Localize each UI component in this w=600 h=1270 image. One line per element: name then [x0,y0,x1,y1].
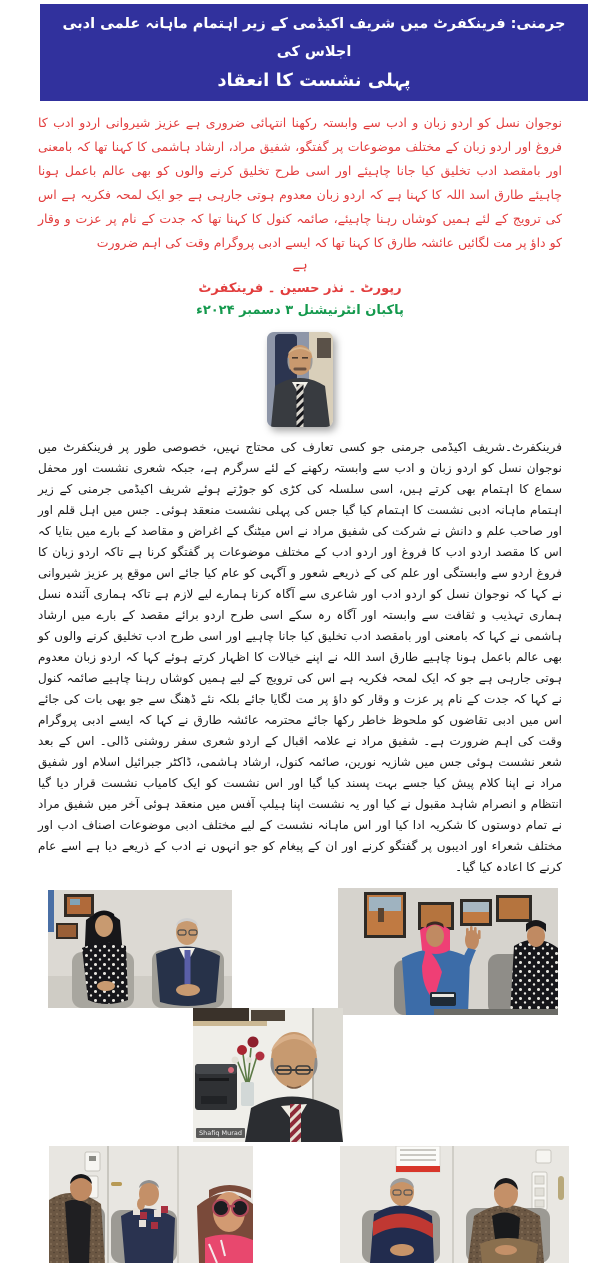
portrait-photo [267,332,333,427]
lead-paragraph: نوجوان نسل کو اردو زبان و ادب سے وابستہ رکھنا انتہائی ضروری ہے عزیز شیروانی اردو ادب کا فروغ اور اردو زبان کے مختلف موضوعات پر گفتگو، شفیق مراد، ارشاد ہاشمی کا کہنا تھا کہ بامعنی اور بامقصد ادب تخلیق کیا جانا چاہیئے اور اسی طرح تخلیق کرنے والوں کو بھی عالم باعمل ہونا چاہیئے طارق اسد اللہ کا کہنا ہے کہ اردو زبان معدوم ہوتی جارہی ہے جو ایک لمحہ فکریہ ہے اس کی ترویج کے لئے ہمیں کوشاں رہنا چاہیئے، صائمہ کنول کا کہنا تھا کہ جدت کے نام پر عزت و وقار کو داؤ پر مت لگائیں عائشہ طارق کا کہنا تھا کہ ایسے ادبی پروگرام وقت کی اہم ضرورت [38,115,562,250]
wall-frame [317,338,331,358]
webcam-photo-svg [193,1008,343,1142]
meeting-photo-1 [48,890,232,1008]
meeting-photo-1-svg [48,890,232,1008]
wall-calendar [396,1146,440,1172]
hand-at-chin [137,1198,145,1210]
door-handle [111,1182,122,1186]
photo-collage [0,888,600,1270]
headline-banner [40,4,588,101]
lead-last-word: ہے [292,258,308,273]
book [430,992,456,1006]
body-paragraph: فرینکفرٹ۔شریف اکیڈمی جرمنی جو کسی تعارف کی محتاج نہیں، خصوصی طور پر فرینکفرٹ میں نوجوان نسل کو اردو زبان و ادب سے وابستہ رکھنے کے لئے سرگرم ہے، جبکہ شعری نشست اور محفل سماع کا اہتمام بھی کرتے ہیں، اسی سلسلہ کی کڑی کو جوڑتے ہوئے شریف اکیڈمی جرمنی کے زیر اہتمام ماہانہ ادبی نشست کا اہتمام کیا گیا جس کی پہلی نشست منعقد ہوئی۔ جس میں اہل قلم اور اور صاحب علم و دانش نے شرکت کی شفیق مراد نے اس میٹنگ کے اغراض و مقاصد کے بارے میں بتایا کہ اس کا مقصد اردو ادب کا فروغ اور اردو ادب کے مختلف موضوعات پر گفتگو کرنا ہے تاکہ اردو زبان کا فروغ اردو سے وابستگی اور علم کی کے ذریعے شعور و آگہی کو عام کیا جائے اس موقع پر عزیز شیروانی نے کہا کہ نوجوان نسل کو اردو ادب اور شاعری سے آگاہ کرنا ہمارے لیے لازم ہے تاکہ ہماری آئندہ نسل ہماری تہذیب و ثقافت سے وابستہ اور آگاہ رہ سکے اسی طرح اردو برائے مقصد کے بارے میں ارشاد ہاشمی نے کہا کہ بامعنی اور بامقصد ادب تخلیق کیا جانا چاہیے اور اسی طرح ادب تخلیق کرنے والوں کو بھی عالم باعمل ہونا چاہیے طارق اسد اللہ نے اپنے خیالات کا اظہار کرتے ہوئے کہا کہ اردو زبان معدوم ہوتی جارہی ہے جو کہ ایک لمحہ فکریہ ہے اس کی ترویج کے لیے ہمیں کوشاں رہنا چاہیے صائمہ کنول نے کہا کہ جدت کے نام پر عزت و وقار کو داؤ پر مت لگایا جائے بلکہ نئے ڈھنگ سے جو بھی بات کی جائے اس میں ادبی تقاضوں کو ملحوظ خاطر رکھا جائے محترمہ عائشہ طارق نے کہا کہ ایسے ادبی پروگرام وقت کی اہم ضرورت ہے۔ شفیق مراد نے علامہ اقبال کے اردو شعری سفر روشنی ڈالی۔ اس کے بعد شعر نشست ہوئی جس میں شازیہ نورین، صائمہ کنول، ارشاد ہاشمی، ڈاکٹر جبرائیل اسلام اور شفیق مراد نے اپنا کلام پیش کیا جسے بہت پسند کیا گیا اور اس نشست کو ایک کامیاب نشست قرار دیا گیا انتظام و انصرام شاہد مقبول نے کیا اور یہ نشست اپنا ہیلپ آفس میں منعقد ہوئی آخر میں شفیق مراد نے تمام دوستوں کا شکریہ ادا کیا اور اس ماہانہ نشست کے لیے مختلف ادبی موضوعات اصناف ادب اور مختلف شعراء اور ادیبوں پر گفتگو کرنے اور ان کے پیغام کو جو انہوں نے ادب کے ذریعے دیا ہے اسے عام کرنے کا اعادہ کیا گیا۔ [38,440,562,874]
webcam-name-label: Shafiq Murad [196,1128,245,1138]
meeting-photo-4 [340,1146,569,1263]
headline-line1: جرمنی: فرینکفرٹ میں شریف اکیڈمی کے زیر اہتمام ماہانہ علمی ادبی اجلاس کی [62,16,566,60]
publication-dateline: پاکبان انٹرنیشنل ۳ دسمبر ۲۰۲۴ء [196,303,404,318]
report-byline: رپورٹ ۔ نذر حسین ۔ فرینکفرٹ [198,281,402,296]
meeting-photo-4-svg [340,1146,569,1263]
meeting-photo-2-svg [338,888,558,1015]
door-handle [558,1176,564,1200]
headline-line2: پہلی نشست کا انعقاد [217,69,411,91]
meeting-photo-3-svg [49,1146,253,1263]
portrait-photo-wrap [0,332,600,427]
meeting-photo-2 [338,888,558,1015]
wall-frame [48,890,54,932]
meeting-photo-3 [49,1146,253,1263]
webcam-photo [193,1008,343,1142]
